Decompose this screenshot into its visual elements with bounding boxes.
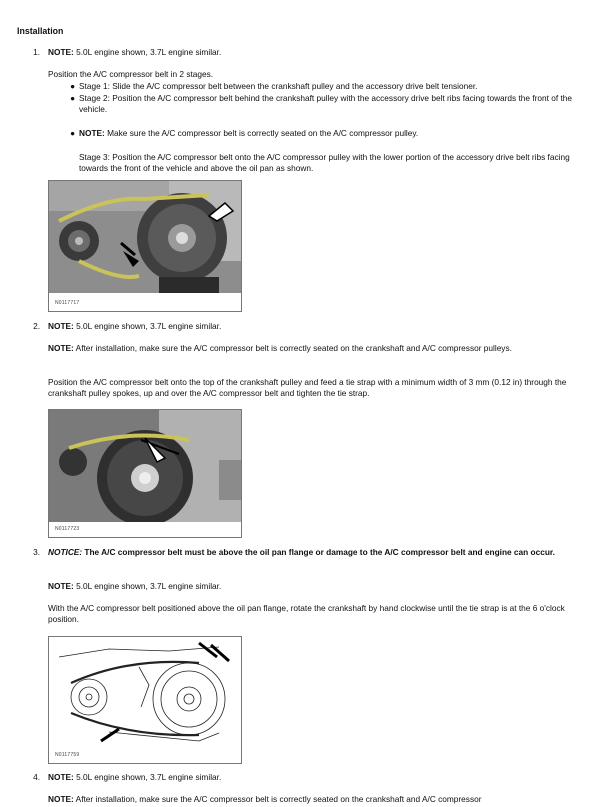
step-1-bullet-note	[79, 128, 589, 139]
step-3-notice	[48, 547, 588, 558]
figure-1-id: N0117717	[55, 300, 80, 307]
step-4-note-label: NOTE:	[48, 772, 74, 782]
step-4-note2-text: After installation, make sure the A/C compressor belt is correctly seated on the crankshaft and A/C compressor	[73, 794, 482, 804]
step-1-intro: Position the A/C compressor belt in 2 stages.	[48, 69, 214, 79]
figure-3-drawing	[49, 637, 241, 749]
step-2-note-label: NOTE:	[48, 321, 74, 331]
figure-2	[48, 409, 242, 538]
step-3-note	[48, 581, 588, 592]
bullet-dot: ●	[70, 93, 76, 103]
step-1-note-text: 5.0L engine shown, 3.7L engine similar.	[73, 47, 222, 57]
step-3-body: With the A/C compressor belt positioned above the oil pan flange, rotate the crankshaft by hand clockwise until the tie strap is at the 6 o'clock position.	[48, 603, 565, 625]
figure-3-id: N0117759	[55, 752, 80, 759]
figure-3	[48, 636, 242, 764]
step-1-stage3: Stage 3: Position the A/C compressor belt onto the A/C compressor pulley with the lower portion of the accessory drive belt ribs facing towards the front of the vehicle and above the oil pan as shown.	[79, 152, 570, 174]
step-2-body: Position the A/C compressor belt onto the top of the crankshaft pulley and feed a tie strap with a minimum width of 3 mm (0.12 in) through the crankshaft pulley spokes, up and over the A/C compressor belt and tighten the tie strap.	[48, 377, 567, 399]
figure-2-id: N0117723	[55, 526, 80, 533]
step-2-note-text: 5.0L engine shown, 3.7L engine similar.	[73, 321, 222, 331]
step-4-number: 4.	[33, 772, 40, 782]
step-2-note	[48, 321, 588, 332]
step-1-number: 1.	[33, 47, 40, 57]
step-1-bullet-1: Stage 1: Slide the A/C compressor belt between the crankshaft pulley and the accessory drive belt tensioner.	[79, 81, 478, 91]
step-4-note2-label: NOTE:	[48, 794, 74, 804]
figure-2-photo	[49, 410, 241, 522]
step-1-note	[48, 47, 588, 58]
step-2-note2	[48, 343, 588, 354]
step-4-note2	[48, 794, 588, 805]
figure-1-photo	[49, 181, 241, 293]
step-1-bullet-note-label: NOTE:	[79, 128, 105, 138]
step-4-note-text: 5.0L engine shown, 3.7L engine similar.	[73, 772, 222, 782]
step-1-bullet-2: Stage 2: Position the A/C compressor belt behind the crankshaft pulley with the accessory drive belt ribs facing towards the front of the vehicle.	[79, 93, 573, 115]
step-3-notice-label: NOTICE:	[48, 547, 83, 557]
figure-1	[48, 180, 242, 312]
step-1-bullet-note-text: Make sure the A/C compressor belt is correctly seated on the A/C compressor pulley.	[104, 128, 419, 138]
section-heading: Installation	[17, 26, 64, 36]
step-2-number: 2.	[33, 321, 40, 331]
step-3-notice-text: The A/C compressor belt must be above the oil pan flange or damage to the A/C compressor belt and engine can occur.	[82, 547, 555, 557]
step-3-note-label: NOTE:	[48, 581, 74, 591]
step-1-note-label: NOTE:	[48, 47, 74, 57]
step-4-note	[48, 772, 588, 783]
step-2-note2-text: After installation, make sure the A/C compressor belt is correctly seated on the crankshaft and A/C compressor pulleys.	[73, 343, 512, 353]
bullet-dot: ●	[70, 128, 76, 138]
step-3-note-text: 5.0L engine shown, 3.7L engine similar.	[73, 581, 222, 591]
step-2-note2-label: NOTE:	[48, 343, 74, 353]
bullet-dot: ●	[70, 81, 76, 91]
step-3-number: 3.	[33, 547, 40, 557]
